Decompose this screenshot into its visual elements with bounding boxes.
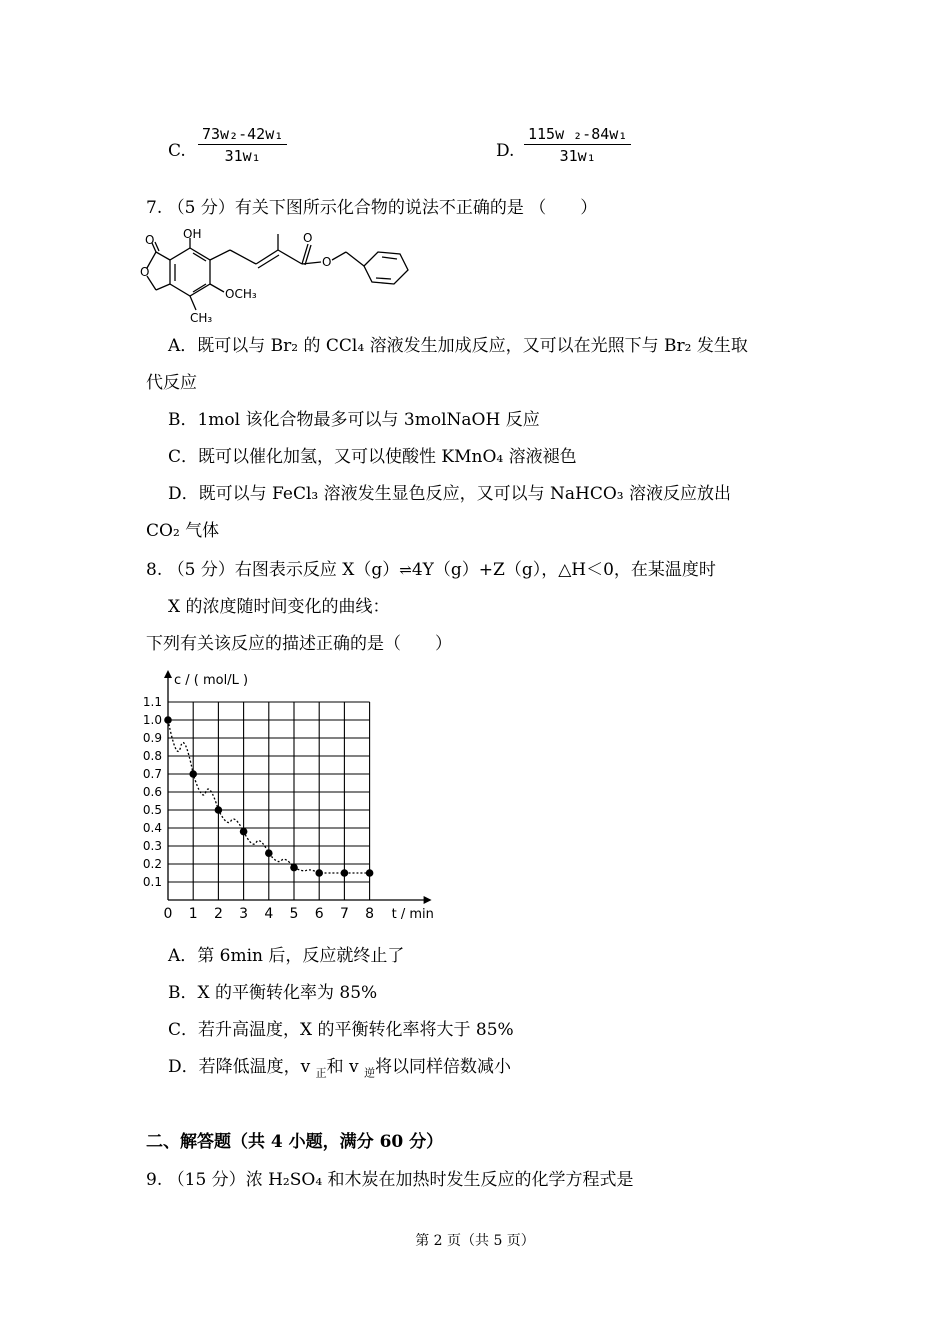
q9-number: 9. (146, 1170, 163, 1190)
chart-x-axis-label: t / min (391, 907, 434, 922)
q7-mol-label-och3: OCH₃ (225, 287, 257, 301)
q7-option-d-line2[interactable]: CO₂ 气体 (146, 521, 220, 541)
q6-option-c-numerator: 73w₂-42w₁ (198, 124, 287, 145)
chart-data-point (215, 806, 223, 814)
chart-data-point (366, 869, 374, 877)
chart-x-tick-label: 1 (188, 906, 198, 922)
section2-title: 二、解答题（共 4 小题，满分 60 分） (146, 1132, 444, 1152)
q6-option-d-denominator: 31w₁ (559, 147, 596, 165)
chart-y-tick-label: 1.0 (142, 713, 162, 727)
q7-mol-label-ch3: CH₃ (190, 311, 213, 325)
chart-x-axis-arrow (424, 896, 432, 904)
q8-stem-line2: X 的浓度随时间变化的曲线： (168, 597, 390, 617)
q7-mol-label-o-ring: O (140, 265, 150, 279)
q6-option-d-numerator: 115w ₂-84w₁ (524, 124, 631, 145)
chart-x-tick-label: 6 (314, 906, 324, 922)
q8-option-d[interactable] (168, 1057, 511, 1083)
chart-y-tick-label: 0.6 (142, 785, 162, 799)
chart-y-axis-label: c / ( mol/L ) (174, 673, 249, 688)
q6-option-d-label: D. (496, 141, 515, 161)
chart-y-tick-label: 0.4 (142, 821, 162, 835)
chart-x-tick-label: 7 (339, 906, 349, 922)
chart-y-tick-label: 0.5 (142, 803, 162, 817)
chart-data-point (290, 864, 298, 872)
chart-x-tick-label: 8 (365, 906, 375, 922)
q7-mol-label-o-ester-carbonyl: O (303, 231, 313, 245)
chart-data-point (240, 828, 248, 836)
q7-option-a-line2[interactable]: 代反应 (146, 373, 197, 393)
q7-number: 7. (146, 198, 163, 218)
chart-data-point (315, 869, 323, 877)
q8-option-d-part1: D．若降低温度，v (168, 1057, 316, 1077)
q7-molecule-structure (138, 226, 438, 326)
chart-y-tick-label: 0.7 (142, 767, 162, 781)
chart-y-axis-arrow (164, 670, 172, 678)
q8-option-d-sub-reverse: 逆 (364, 1066, 376, 1080)
chart-y-tick-label: 0.9 (142, 731, 162, 745)
chart-y-tick-label: 0.2 (142, 857, 162, 871)
q7-option-d-line1[interactable]: D．既可以与 FeCl₃ 溶液发生显色反应，又可以与 NaHCO₃ 溶液反应放出 (168, 484, 732, 504)
q8-stem-part2: 4Y（g）+Z（g），△H＜0，在某温度时 (411, 560, 716, 580)
q8-equilibrium-arrow: ⇌ (399, 561, 412, 579)
q8-option-c[interactable]: C．若升高温度，X 的平衡转化率将大于 85% (168, 1020, 514, 1040)
chart-data-point (265, 849, 273, 857)
chart-x-tick-label: 4 (264, 906, 274, 922)
q7-mol-label-o-carbonyl: O (145, 233, 155, 247)
q8-stem-line3: 下列有关该反应的描述正确的是（ ） (146, 634, 452, 654)
q6-option-c-denominator: 31w₁ (224, 147, 261, 165)
q7-mol-label-o-ester: O (322, 255, 332, 269)
q9-stem (146, 1170, 634, 1190)
q7-option-a-line1[interactable]: A．既可以与 Br₂ 的 CCl₄ 溶液发生加成反应，又可以在光照下与 Br₂ 发生取 (168, 336, 748, 356)
q9-score: （15 分） (167, 1170, 246, 1190)
q8-option-b[interactable]: B．X 的平衡转化率为 85% (168, 983, 378, 1003)
chart-y-tick-label: 0.1 (142, 875, 162, 889)
q8-score: （5 分） (167, 560, 235, 580)
chart-x-tick-label: 2 (213, 906, 223, 922)
q9-text: 浓 H₂SO₄ 和木炭在加热时发生反应的化学方程式是 (245, 1170, 634, 1190)
q6-option-c-fraction (198, 124, 287, 167)
q7-stem (146, 198, 597, 218)
chart-data-point (164, 716, 172, 724)
q8-option-d-part3: 将以同样倍数减小 (375, 1057, 512, 1077)
chart-x-tick-label: 3 (239, 906, 249, 922)
q6-option-d-fraction (524, 124, 631, 167)
q6-option-c-label: C. (168, 141, 186, 161)
q7-question: 有关下图所示化合物的说法不正确的是 （ ） (234, 198, 598, 218)
q8-option-d-sub-forward: 正 (315, 1066, 327, 1080)
q8-option-d-part2: 和 v (326, 1057, 365, 1077)
chart-x-tick-label: 0 (163, 906, 173, 922)
q8-number: 8. (146, 560, 163, 580)
chart-y-tick-label: 0.3 (142, 839, 162, 853)
q8-option-a[interactable]: A．第 6min 后，反应就终止了 (168, 946, 405, 966)
q8-concentration-chart (136, 668, 436, 938)
q7-score: （5 分） (167, 198, 235, 218)
q7-aromatic-ring (170, 248, 210, 296)
chart-data-point (341, 869, 349, 877)
chart-x-tick-label: 5 (289, 906, 299, 922)
chart-y-tick-label: 0.8 (142, 749, 162, 763)
chart-data-point (189, 770, 197, 778)
q7-option-c[interactable]: C．既可以催化加氢，又可以使酸性 KMnO₄ 溶液褪色 (168, 447, 577, 467)
page-footer: 第 2 页（共 5 页） (415, 1233, 535, 1249)
q7-mol-label-oh: OH (183, 227, 202, 241)
q7-option-b[interactable]: B．1mol 该化合物最多可以与 3molNaOH 反应 (168, 410, 540, 430)
q8-stem-line1 (146, 560, 716, 580)
q8-stem-part1: 右图表示反应 X（g） (234, 560, 400, 580)
chart-y-tick-label: 1.1 (142, 695, 162, 709)
